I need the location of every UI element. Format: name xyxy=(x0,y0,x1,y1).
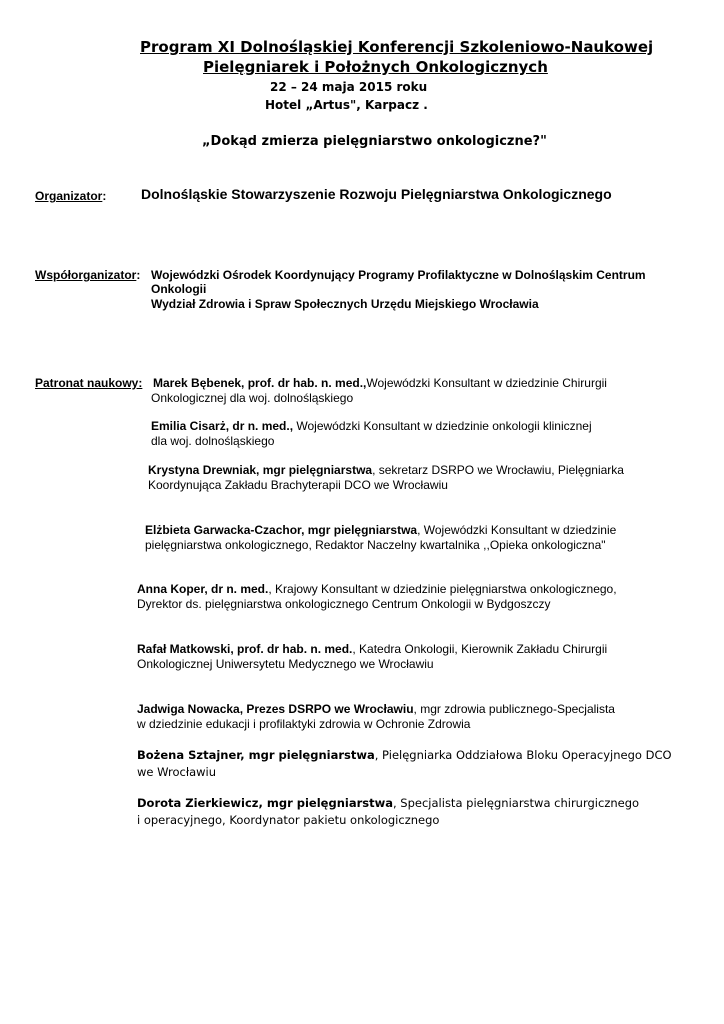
patron-name: Marek Bębenek, prof. dr hab. n. med., xyxy=(153,376,367,390)
patron-entry-8: Bożena Sztajner, mgr pielęgniarstwa, Pielęgniarka Oddziałowa Bloku Operacyjnego DCO we Wrocławiu xyxy=(137,748,672,779)
conference-venue: Hotel „Artus", Karpacz . xyxy=(265,98,428,112)
patron-entry-4: Elżbieta Garwacka-Czachor, mgr pielęgniarstwa, Wojewódzki Konsultant w dziedzinie pielęgniarstwa onkologicznego, Redaktor Naczelny kwartalnika ,,Opieka onkologiczna" xyxy=(145,523,617,552)
conference-motto: „Dokąd zmierza pielęgniarstwo onkologiczne?" xyxy=(202,134,547,149)
co-organizer-line-3: Wydział Zdrowia i Spraw Społecznych Urzędu Miejskiego Wrocławia xyxy=(151,297,539,311)
co-organizer-line-1: Wojewódzki Ośrodek Koordynujący Programy Profilaktyczne w Dolnośląskim Centrum xyxy=(151,268,646,282)
patron-name: Elżbieta Garwacka-Czachor, mgr pielęgniarstwa xyxy=(145,523,418,537)
title-line-1: Program XI Dolnośląskiej Konferencji Szkoleniowo-Naukowej xyxy=(140,38,654,56)
patron-name: Jadwiga Nowacka, Prezes DSRPO we Wrocławiu xyxy=(137,702,414,716)
organizer-value: Dolnośląskie Stowarzyszenie Rozwoju Pielęgniarstwa Onkologicznego xyxy=(141,186,612,202)
patron-name: Bożena Sztajner, mgr pielęgniarstwa xyxy=(137,748,375,762)
conference-date: 22 – 24 maja 2015 roku xyxy=(270,80,428,94)
patron-name: Dorota Zierkiewicz, mgr pielęgniarstwa xyxy=(137,796,393,810)
patron-entry-1: Marek Bębenek, prof. dr hab. n. med.,Wojewódzki Konsultant w dziedzinie Chirurgii Onkologicznej dla woj. dolnośląskiego xyxy=(151,376,607,405)
co-organizer-line-2: Onkologii xyxy=(151,282,207,296)
patron-entry-7: Jadwiga Nowacka, Prezes DSRPO we Wrocławiu, mgr zdrowia publicznego-Specjalista w dziedzinie edukacji i profilaktyki zdrowia w Ochronie Zdrowia xyxy=(137,702,615,731)
patron-name: Anna Koper, dr n. med. xyxy=(137,582,269,596)
organizer-label: Organizator: xyxy=(35,189,107,203)
patron-entry-9: Dorota Zierkiewicz, mgr pielęgniarstwa, Specjalista pielęgniarstwa chirurgicznego i operacyjnego, Koordynator pakietu onkologicznego xyxy=(137,796,640,827)
patron-name: Rafał Matkowski, prof. dr hab. n. med. xyxy=(137,642,353,656)
co-organizer-label: Współorganizator: xyxy=(35,268,141,282)
patron-entry-6: Rafał Matkowski, prof. dr hab. n. med., Katedra Onkologii, Kierownik Zakładu Chirurgii Onkologicznej Uniwersytetu Medycznego we Wrocławiu xyxy=(137,642,608,671)
patron-name: Emilia Cisarż, dr n. med., xyxy=(151,419,294,433)
patron-entry-3: Krystyna Drewniak, mgr pielęgniarstwa, sekretarz DSRPO we Wrocławiu, Pielęgniarka Koordynująca Zakładu Brachyterapii DCO we Wrocławiu xyxy=(148,463,624,492)
patron-entry-2: Emilia Cisarż, dr n. med., Wojewódzki Konsultant w dziedzinie onkologii klinicznej dla woj. dolnośląskiego xyxy=(151,419,592,448)
patronage-label: Patronat naukowy: xyxy=(35,376,143,390)
title-line-2: Pielęgniarek i Położnych Onkologicznych xyxy=(203,58,548,76)
patron-name: Krystyna Drewniak, mgr pielęgniarstwa xyxy=(148,463,373,477)
patron-entry-5: Anna Koper, dr n. med., Krajowy Konsultant w dziedzinie pielęgniarstwa onkologicznego, Dyrektor ds. pielęgniarstwa onkologicznego Centrum Onkologii w Bydgoszczy xyxy=(137,582,617,611)
